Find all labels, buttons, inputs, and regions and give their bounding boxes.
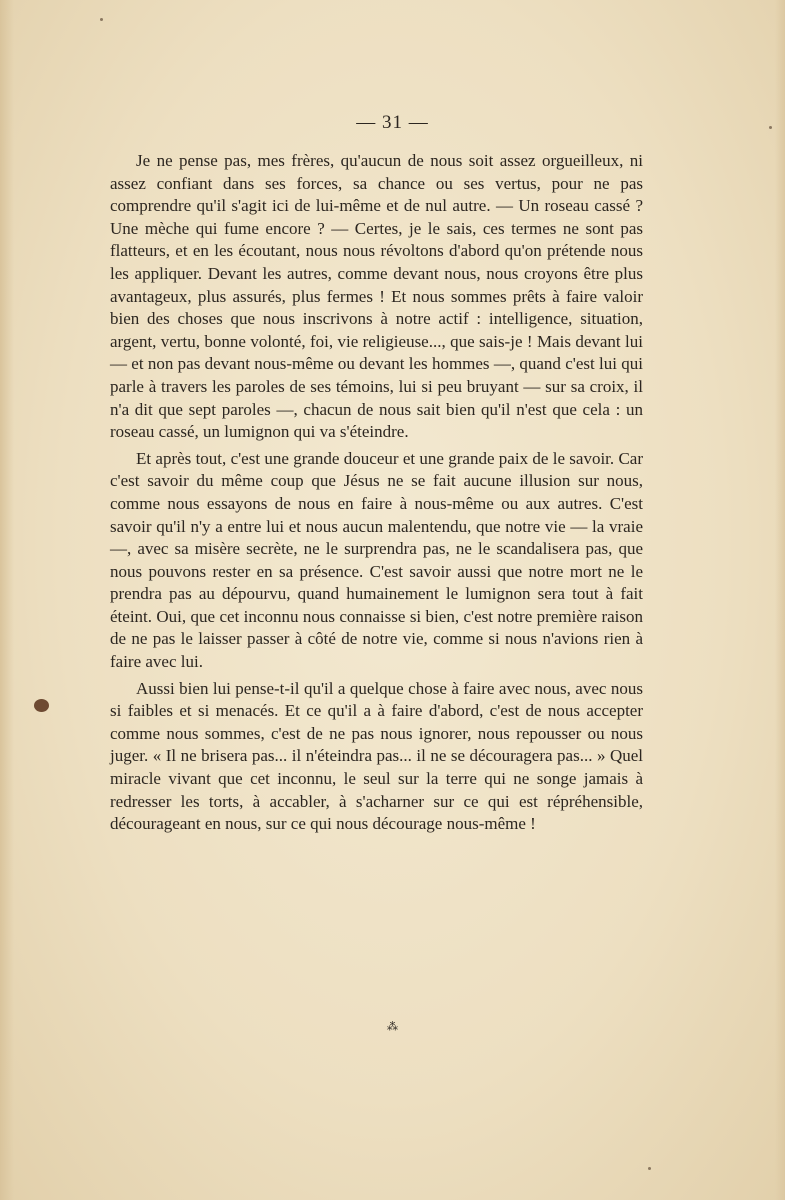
paper-speck <box>100 18 103 21</box>
section-separator: ⁂ <box>387 1021 398 1033</box>
paragraph: Je ne pense pas, mes frères, qu'aucun de nous soit assez orgueilleux, ni assez confiant dans ses forces, sa chance ou ses vertus, pour ne pas comprendre qu'il s'agit ici de lui-même et de nul autre. — Un roseau cassé ? Une mèche qui fume encore ? — Certes, je le sais, ces termes ne sont pas flatteurs, et en les écoutant, nous nous révoltons d'abord qu'on prétende nous les appliquer. Devant les autres, comme devant nous, nous croyons être plus avantageux, plus assurés, plus fermes ! Et nous sommes prêts à faire valoir bien des choses que nous inscrivons à notre actif : intelligence, situation, argent, vertu, bonne volonté, foi, vie religieuse..., que sais-je ! Mais devant lui — et non pas devant nous-même ou devant les hommes —, quand c'est lui qui parle à travers les paroles de ses témoins, lui si peu bruyant — sur sa croix, il n'a dit que sept paroles —, chacun de nous sait bien qu'il n'est que cela : un roseau cassé, un lumignon qui va s'éteindre. <box>110 151 643 442</box>
paper-speck <box>769 126 772 129</box>
paper-speck <box>648 1167 651 1170</box>
page-edge-left <box>0 0 14 1200</box>
body-text <box>110 150 643 840</box>
paragraph: Aussi bien lui pense-t-il qu'il a quelque chose à faire avec nous, avec nous si faibles et si menacés. Et ce qu'il a à faire d'abord, c'est de nous accepter comme nous sommes, c'est de ne pas nous ignorer, nous repousser ou nous juger. « Il ne brisera pas... il n'éteindra pas... il ne se découragera pas... » Quel miracle vivant que cet inconnu, le seul sur la terre qui ne songe jamais à redresser les torts, à accabler, à s'acharner sur ce qui est répréhensible, décourageant en nous, sur ce qui nous décourage nous-même ! <box>110 678 643 834</box>
page-number: — 31 — <box>356 112 429 133</box>
page-edge-right <box>775 0 785 1200</box>
paragraph: Et après tout, c'est une grande douceur et une grande paix de le savoir. Car c'est savoir du même coup que Jésus ne se fait aucune illusion sur nous, comme nous essayons de nous en faire à nous-même ou aux autres. C'est savoir qu'il n'y a entre lui et nous aucun malentendu, que notre vie — la vraie —, avec sa misère secrète, ne le surprendra pas, ne le scandalisera pas, que nous pouvons rester en sa présence. C'est savoir aussi que notre mort ne le prendra pas au dépourvu, quand humainement le lumignon sera tout à fait éteint. Oui, que cet inconnu nous connaisse si bien, c'est notre première raison de ne pas le laisser passer à côté de notre vie, comme si nous n'avions rien à faire avec lui. <box>110 448 643 672</box>
ink-stain <box>34 699 49 712</box>
